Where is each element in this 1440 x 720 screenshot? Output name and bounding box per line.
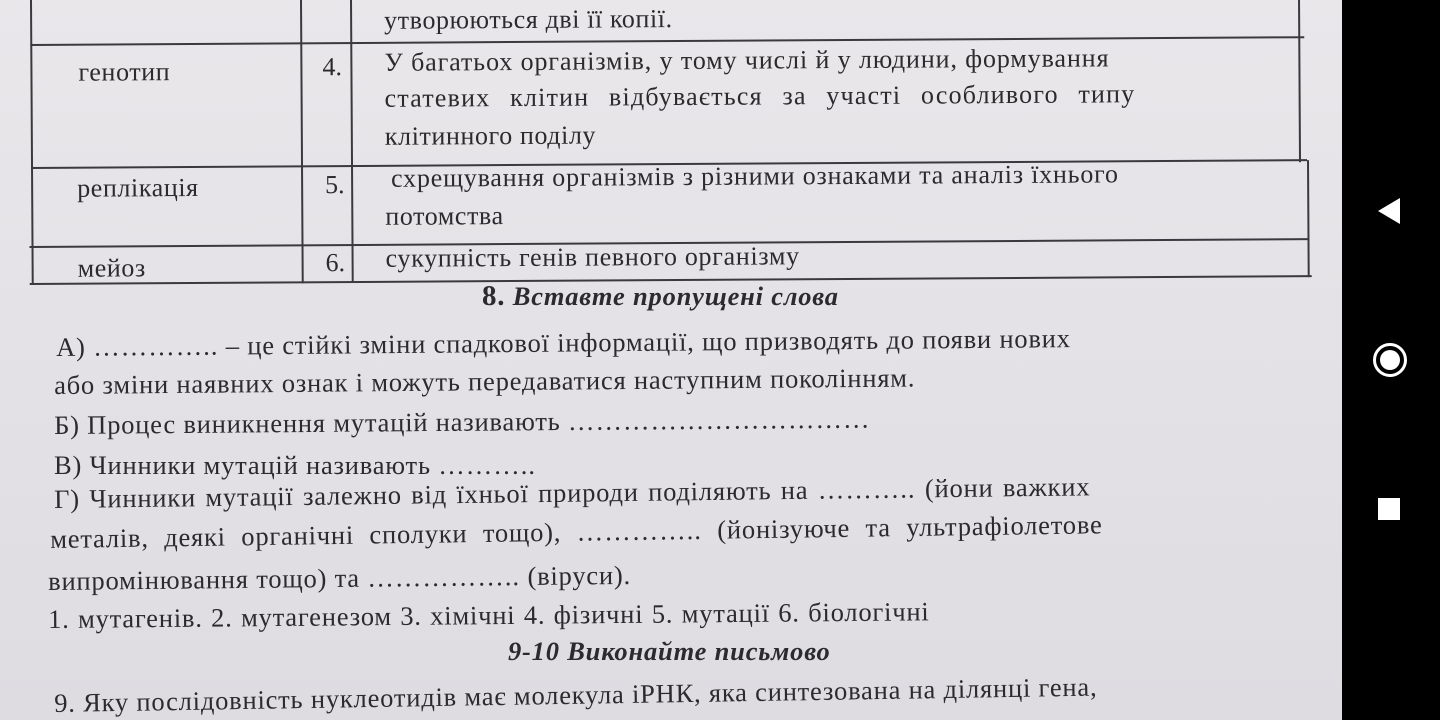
table-number: 4.	[322, 52, 343, 82]
task8-number: 8.	[482, 280, 506, 312]
table-definition: схрещування організмів з різними ознаками та аналіз їхнього	[391, 159, 1119, 193]
task8-item-b: Б) Процес виникнення мутацій називають ……………………………	[54, 403, 871, 440]
back-icon	[1378, 198, 1400, 224]
home-icon	[1373, 343, 1407, 377]
task8-item-g-line3: випромінювання тощо) та …………….. (віруси).	[48, 559, 632, 596]
table-term: реплікація	[77, 172, 199, 203]
task8-answer-options: 1. мутагенів. 2. мутагенезом 3. хімічні 4. фізичні 5. мутації 6. біологічні	[48, 596, 930, 634]
table-rule	[1307, 160, 1310, 277]
matching-table	[26, 0, 1310, 285]
table-rule	[30, 0, 34, 285]
table-definition: утворюються дві її копії.	[384, 4, 673, 35]
task8-title: Вставте пропущені слова	[512, 281, 839, 311]
table-definition: статевих клітин відбувається за участі особливого типу	[384, 79, 1136, 113]
table-number: 5.	[325, 170, 345, 200]
recents-icon	[1378, 498, 1400, 520]
task8-item-a-line1: А) ………….. – це стійкі зміни спадкової інформації, що призводять до появи нових	[56, 323, 1071, 362]
table-number: 6.	[325, 248, 346, 278]
task8-item-v: В) Чинники мутацій називають ………..	[54, 450, 536, 480]
task8-item-g-line2: металів, деякі органічні сполуки тощо), ………….. (йонізуюче та ультрафіолетове	[50, 509, 1103, 554]
recents-button[interactable]	[1342, 476, 1440, 546]
home-button[interactable]	[1342, 326, 1440, 396]
table-rule	[30, 36, 1304, 46]
back-button[interactable]	[1342, 176, 1440, 246]
task8-item-a-line2: або зміни наявних ознак і можуть передаватися наступним поколінням.	[54, 362, 916, 400]
table-rule	[1298, 0, 1301, 162]
task8-heading	[482, 280, 839, 313]
task910-heading: 9-10 Виконайте письмово	[508, 636, 831, 666]
task8-item-g-line1: Г) Чинники мутації залежно від їхньої природи поділяють на ……….. (йони важких	[54, 471, 1091, 514]
table-term: мейоз	[77, 253, 146, 283]
table-definition: У багатьох організмів, у тому числі й у людини, формування	[384, 43, 1110, 77]
table-definition: потомства	[385, 201, 504, 231]
table-term: генотип	[78, 57, 171, 87]
android-navigation-bar	[1342, 0, 1440, 720]
table-definition: сукупність генів певного організму	[385, 241, 800, 273]
task9-question: 9. Яку послідовність нуклеотидів має молекула іРНК, яка синтезована на ділянці гена,	[54, 671, 1098, 718]
table-definition: клітинного поділу	[384, 120, 597, 151]
